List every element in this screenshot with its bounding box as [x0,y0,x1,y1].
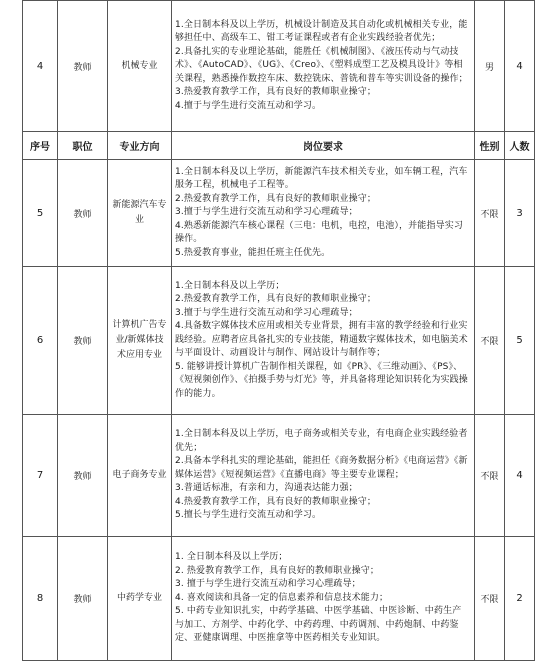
header-count: 人数 [505,132,535,160]
requirement-line: 1.全日制本科及以上学历，新能源汽车技术相关专业，如车辆工程，汽车服务工程，机械电子工程等。 [175,166,468,191]
requirement-line: 1. 全日制本科及以上学历； [175,552,288,563]
requirements-cell [172,415,475,537]
header-num: 序号 [23,132,58,160]
row-number: 8 [23,537,58,661]
row-number: 7 [23,415,58,537]
requirement-line: 1.全日制本科及以上学历，机械设计制造及其自动化或机械相关专业，能够担任中、高级车工、钳工考证课程或者有企业实践经验者优先； [175,19,468,44]
direction-cell: 电子商务专业 [108,415,172,537]
header-gender: 性别 [475,132,505,160]
requirement-line: 4.熟悉新能源汽车核心课程（三电：电机，电控，电池），并能指导实习操作。 [175,220,464,245]
requirement-line: 1.全日制本科及以上学历，电子商务或相关专业，有电商企业实践经验者优先； [175,429,468,453]
direction-cell: 计算机广告专业/新媒体技术应用专业 [108,267,172,415]
row-number: 6 [23,267,58,415]
requirement-line: 2. 热爱教育教学工作，具有良好的教师职业操守； [175,565,380,576]
row-number: 5 [23,160,58,267]
requirement-line: 5.热爱教育事业，能担任班主任优先。 [175,247,331,258]
header-direction: 专业方向 [108,132,172,160]
requirements-cell [172,160,475,267]
position-cell: 教师 [58,537,108,661]
position-cell: 教师 [58,160,108,267]
requirement-line: 3.热爱教育教学工作，具有良好的教师职业操守； [175,87,377,98]
requirement-line: 1.全日制本科及以上学历； [175,280,285,291]
header-requirements: 岗位要求 [172,132,475,160]
requirement-line: 2.热爱教育教学工作，具有良好的教师职业操守； [175,193,377,204]
direction-cell: 机械专业 [108,1,172,132]
count-cell: 5 [505,267,535,415]
direction-cell: 新能源汽车专业 [108,160,172,267]
table-header-row [23,132,535,160]
table-row [23,160,535,267]
requirement-line: 3.擅于与学生进行交流互动和学习心理疏导； [175,207,358,218]
requirement-line: 4. 喜欢阅读和具备一定的信息素养和信息技术能力； [175,592,389,603]
gender-cell: 不限 [475,267,505,415]
position-cell: 教师 [58,1,108,132]
recruitment-table [22,0,535,661]
table-row [23,537,535,661]
requirement-line: 5. 能够讲授计算机广告制作相关课程，如《PR》、《三维动画》、《PS》、《短视频创作》、《拍摄手势与灯光》等，并具备将理论知识转化为实践操作的能力。 [175,361,468,399]
requirement-line: 4.热爱教育教学工作，具有良好的教师职业操守； [175,496,377,507]
requirement-line: 4.具备数字媒体技术应用或相关专业背景，拥有丰富的教学经验和行业实践经验。应聘者应具备扎实的专业技能，精通数字媒体技术，如电脑美术与平面设计、动画设计与制作、网站设计与制作等； [175,321,468,359]
requirement-line: 3.普通话标准，有亲和力，沟通表达能力强； [175,483,358,494]
requirement-line: 4.擅于与学生进行交流互动和学习。 [175,100,322,111]
requirements-cell [172,267,475,415]
count-cell: 4 [505,1,535,132]
gender-cell: 不限 [475,537,505,661]
requirement-line: 5. 中药专业知识扎实，中药学基础、中医学基础、中医诊断、中药生产与加工、方剂学、中药化学、中药药理、中药调剂、中药炮制、中药鉴定、亚健康调理、中医推拿等中医药相关专业知识。 [175,606,462,644]
count-cell: 2 [505,537,535,661]
count-cell: 3 [505,160,535,267]
direction-cell: 中药学专业 [108,537,172,661]
header-position: 职位 [58,132,108,160]
requirement-line: 2.热爱教育教学工作，具有良好的教师职业操守； [175,294,377,305]
row-number: 4 [23,1,58,132]
requirement-line: 3.擅于与学生进行交流互动和学习心理疏导； [175,307,358,318]
requirements-cell [172,1,475,132]
requirements-cell [172,537,475,661]
position-cell: 教师 [58,415,108,537]
requirement-line: 2.具备本学科扎实的理论基础，能担任《商务数据分析》《电商运营》《新媒体运营》《短视频运营》《直播电商》等主要专业课程； [175,456,468,480]
table-row [23,1,535,132]
requirement-line: 5.擅长与学生进行交流互动和学习。 [175,510,322,521]
table-row [23,415,535,537]
gender-cell: 不限 [475,415,505,537]
count-cell: 4 [505,415,535,537]
position-cell: 教师 [58,267,108,415]
requirement-line: 3. 擅于与学生进行交流互动和学习心理疏导； [175,579,361,590]
gender-cell: 男 [475,1,505,132]
gender-cell: 不限 [475,160,505,267]
requirement-line: 2.具备扎实的专业理论基础，能胜任《机械制图》、《液压传动与气动技术》、《AutoCAD》、《UG》、《Creo》、《塑料成型工艺及模具设计》等相关课程，熟悉操作数控车床、数控铣床、普铣和普车等实训设备的操作； [175,46,468,84]
table-row [23,267,535,415]
